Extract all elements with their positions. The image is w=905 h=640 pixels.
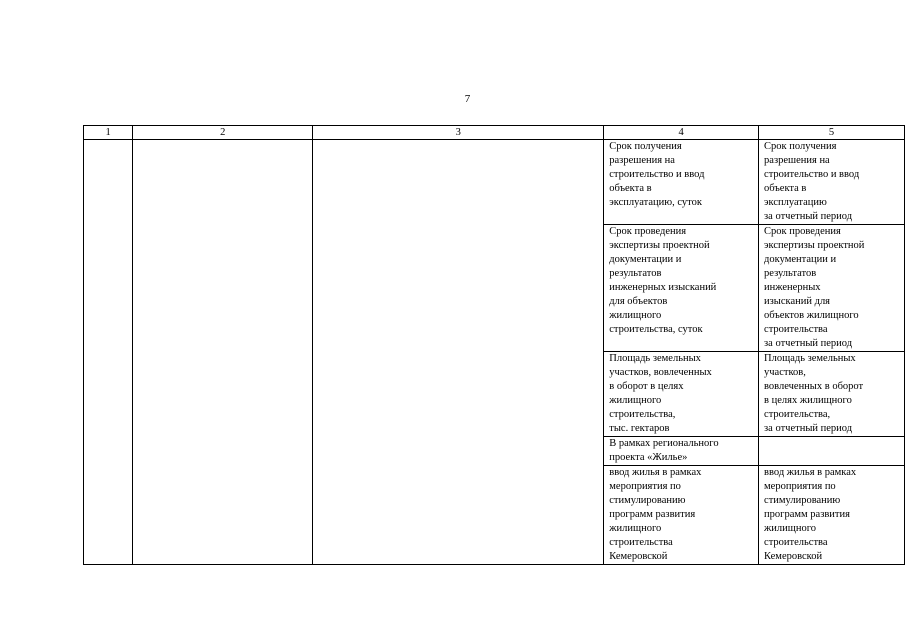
table-cell: Срок получения разрешения на строительство и ввод объекта в эксплуатацию за отчетный период (759, 140, 905, 225)
column-header-3: 3 (313, 126, 604, 140)
column-header-2: 2 (133, 126, 313, 140)
column-header-5: 5 (759, 126, 905, 140)
merged-cell-col2 (133, 140, 313, 565)
table-cell: Срок получения разрешения на строительство и ввод объекта в эксплуатацию, суток (604, 140, 759, 225)
merged-cell-col3 (313, 140, 604, 565)
table-header-row (84, 126, 905, 140)
table-cell: Срок проведения экспертизы проектной документации и результатов инженерных изысканий для объектов жилищного строительства за отчетный период (759, 225, 905, 352)
column-header-4: 4 (604, 126, 759, 140)
table-cell (604, 466, 759, 565)
data-table (83, 125, 905, 565)
table-cell: Площадь земельных участков, вовлеченных в оборот в целях жилищного строительства, за отчетный период (759, 352, 905, 437)
page-number: 7 (464, 93, 471, 105)
table-cell: В рамках регионального проекта «Жилье» (604, 437, 759, 466)
table-row (84, 140, 905, 225)
cell-text: ввод жилья в рамках мероприятия по стимулированию программ развития жилищного строительства Кемеровской (764, 467, 857, 562)
table-cell (759, 466, 905, 565)
table-cell: Срок проведения экспертизы проектной документации и результатов инженерных изысканий для объектов жилищного строительства, суток (604, 225, 759, 352)
table-cell: Площадь земельных участков, вовлеченных в оборот в целях жилищного строительства, тыс. гектаров (604, 352, 759, 437)
merged-cell-col1 (84, 140, 133, 565)
table-cell (759, 437, 905, 466)
cell-text: ввод жилья в рамках мероприятия по стимулированию программ развития жилищного строительства Кемеровской (609, 467, 702, 562)
column-header-1: 1 (84, 126, 133, 140)
